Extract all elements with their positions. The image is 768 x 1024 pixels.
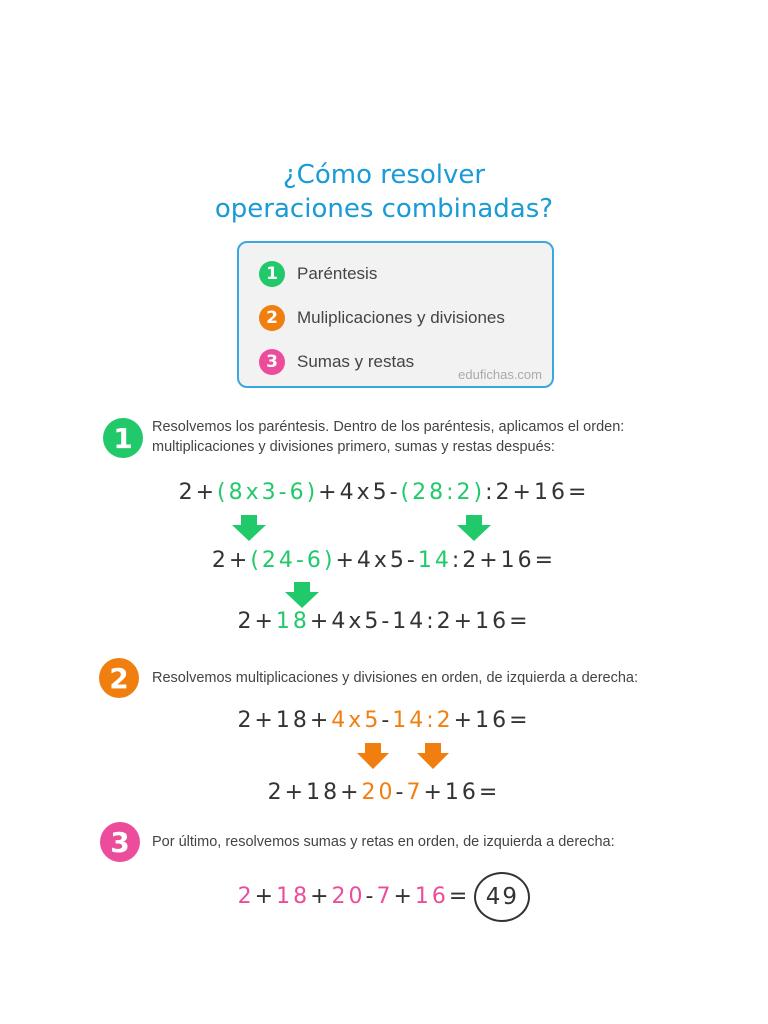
equation-token: (8x3-6) xyxy=(217,480,319,505)
equation-token: 18 xyxy=(275,609,310,634)
equation-token: 2+18+ xyxy=(237,708,332,733)
equation-token: 16 xyxy=(414,884,449,909)
equation-token: 7 xyxy=(406,780,424,805)
equation-token: 20 xyxy=(361,780,396,805)
step-2-equation-2 xyxy=(0,780,768,805)
arrow-down-icon xyxy=(232,515,266,541)
step-3-equation-1 xyxy=(0,872,768,922)
equation-token: 4x5 xyxy=(331,708,382,733)
number-three-badge: 3 xyxy=(259,349,285,375)
number-one-badge: 1 xyxy=(259,261,285,287)
equation-token: +4x5-14:2+16= xyxy=(309,609,531,634)
step-1-badge: 1 xyxy=(103,418,143,458)
page-title xyxy=(0,158,768,226)
number-two-badge: 2 xyxy=(259,305,285,331)
step-2-equation-1 xyxy=(0,708,768,733)
equation-token: 7 xyxy=(376,884,394,909)
arrow-down-icon xyxy=(417,743,449,769)
equation-token: + xyxy=(254,884,277,909)
equation-token: - xyxy=(365,884,377,909)
equation-token: +16= xyxy=(423,780,501,805)
step-1-equation-2 xyxy=(0,548,768,573)
summary-item-parentesis xyxy=(259,259,377,289)
equation-token: +4x5- xyxy=(335,548,418,573)
summary-item-label: Muliplicaciones y divisiones xyxy=(297,308,505,327)
step-1-equation-3 xyxy=(0,609,768,634)
arrow-down-icon xyxy=(285,582,319,608)
step-2-badge: 2 xyxy=(99,658,139,698)
equation-token: + xyxy=(393,884,415,909)
step-3-text: Por último, resolvemos sumas y retas en orden, de izquierda a derecha: xyxy=(152,834,615,850)
title-line-2: operaciones combinadas? xyxy=(214,194,554,224)
result-circle: 49 xyxy=(474,872,530,922)
title-line-1: ¿Cómo resolver xyxy=(282,160,486,190)
equation-token: +4x5- xyxy=(318,480,401,505)
summary-item-multiplicaciones xyxy=(259,303,505,333)
step-2-text: Resolvemos multiplicaciones y divisiones en orden, de izquierda a derecha: xyxy=(152,670,639,686)
summary-box xyxy=(237,241,554,388)
equation-token: - xyxy=(395,780,407,805)
arrow-down-icon xyxy=(357,743,389,769)
summary-item-label: Sumas y restas xyxy=(297,352,415,371)
equation-token: 20 xyxy=(331,884,366,909)
equation-token: = xyxy=(448,884,471,909)
summary-item-label: Paréntesis xyxy=(297,264,378,283)
equation-token: 2+ xyxy=(178,480,218,505)
equation-token: 18 xyxy=(276,884,311,909)
equation-token: (24-6) xyxy=(250,548,336,573)
equation-token: 2+ xyxy=(211,548,251,573)
arrow-down-icon xyxy=(457,515,491,541)
equation-token: :2+16= xyxy=(451,548,557,573)
equation-token: :2+16= xyxy=(485,480,590,505)
step-1-text: Resolvemos los paréntesis. Dentro de los paréntesis, aplicamos el orden: multiplicaciones y divisiones primero, sumas y restas después: xyxy=(152,419,625,455)
equation-token: 2+18+ xyxy=(267,780,362,805)
equation-token: +16= xyxy=(453,708,531,733)
step-3-badge: 3 xyxy=(100,822,140,862)
equation-token: 14 xyxy=(417,548,452,573)
equation-token: 2+ xyxy=(237,609,276,634)
equation-token: + xyxy=(310,884,332,909)
watermark: edufichas.com xyxy=(458,367,542,382)
equation-token: - xyxy=(381,708,393,733)
step-1-equation-1 xyxy=(0,480,768,505)
equation-token: 2 xyxy=(237,884,255,909)
summary-item-sumas xyxy=(259,347,414,377)
equation-token: (28:2) xyxy=(400,480,486,505)
equation-token: 14:2 xyxy=(392,708,454,733)
